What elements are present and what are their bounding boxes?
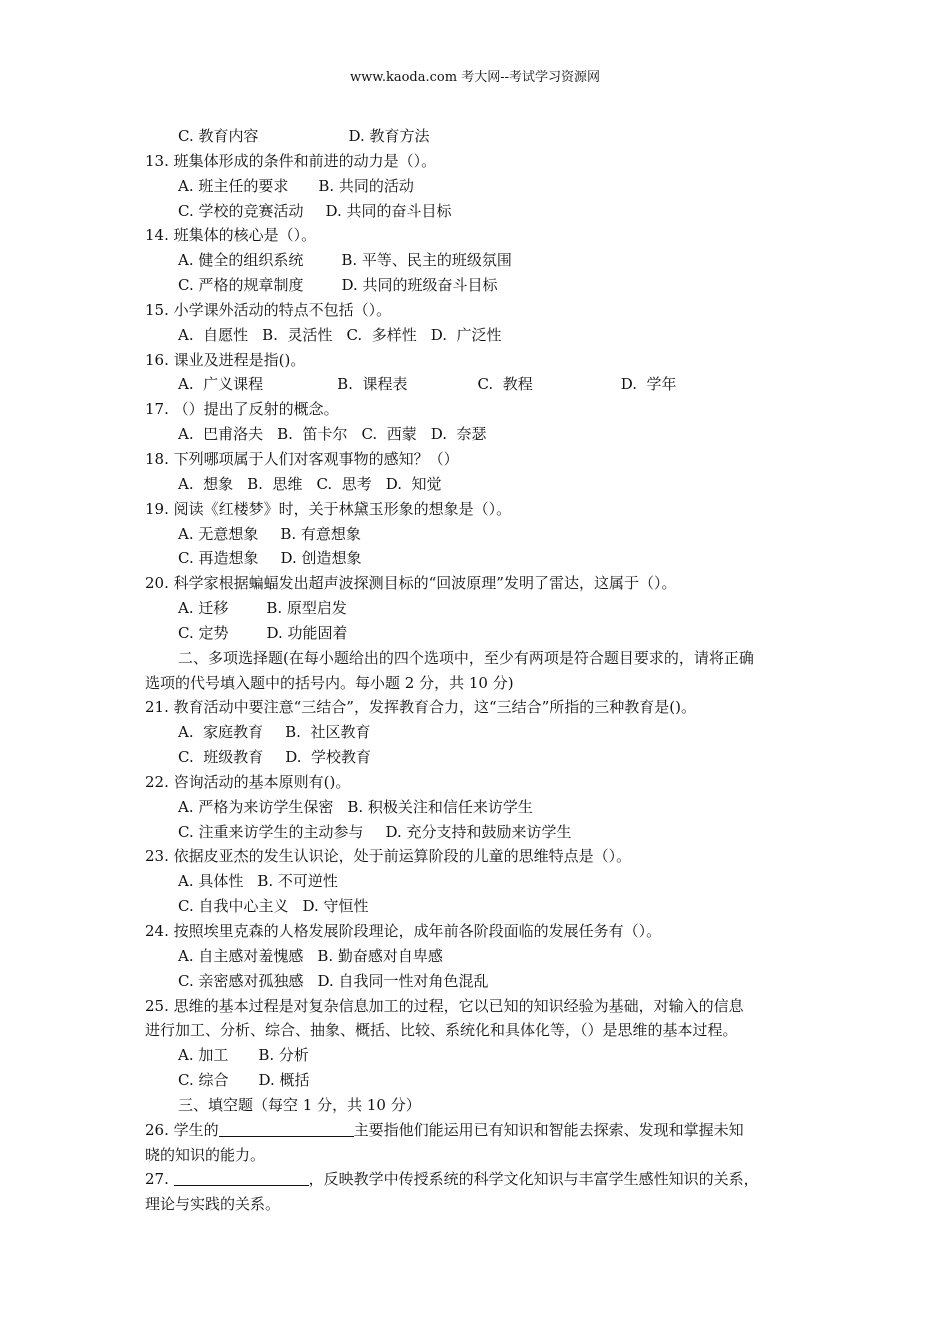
option-text: C. 多样性 <box>346 325 417 344</box>
option-line <box>145 745 815 770</box>
question-text: ，反映教学中传授系统的科学文化知识与丰富学生感性知识的关系， <box>308 1170 759 1189</box>
option-text: B. 笛卡尔 <box>277 425 348 444</box>
option-line <box>145 894 815 919</box>
question-line: 13. 班集体形成的条件和前进的动力是（）。 <box>145 151 437 170</box>
option-text: A. 广义课程 <box>178 375 264 394</box>
section-heading: 二、多项选择题(在每小题给出的四个选项中，至少有两项是符合题目要求的，请将正确 <box>178 648 754 667</box>
page-header: www.kaoda.com 考大网--考试学习资源网 <box>350 70 600 85</box>
question-line: 21. 教育活动中要注意“三结合”，发挥教育合力，这“三结合”所指的三种教育是()。 <box>145 698 697 717</box>
option-text: D. 教育方法 <box>348 127 430 145</box>
option-text: C. 思考 <box>316 474 372 493</box>
question-line: 14. 班集体的核心是（）。 <box>145 226 317 245</box>
option-text: C. 严格的规章制度 <box>178 276 304 295</box>
paragraph-line: 进行加工、分析、综合、抽象、概括、比较、系统化和具体化等，（）是思维的基本过程。 <box>145 1021 738 1040</box>
option-text: D. 共同的班级奋斗目标 <box>341 276 498 295</box>
option-text: A. 想象 <box>178 474 234 493</box>
option-line <box>145 422 815 447</box>
option-line <box>145 795 815 820</box>
option-text: B. 灵活性 <box>262 325 333 344</box>
option-text: A. 无意想象 <box>178 524 259 543</box>
option-text: D. 广泛性 <box>430 325 502 344</box>
option-line <box>145 199 815 224</box>
question-text: 主要指他们能运用已有知识和智能去探索、发现和掌握未知 <box>353 1120 744 1139</box>
option-line <box>145 869 815 894</box>
option-text: D. 概括 <box>258 1071 310 1090</box>
option-text: C. 再造想象 <box>178 549 259 568</box>
option-text: B. 分析 <box>258 1046 309 1065</box>
option-line <box>145 273 815 298</box>
paragraph-line: 理论与实践的关系。 <box>145 1195 281 1214</box>
option-text: A. 巴甫洛夫 <box>178 425 264 444</box>
option-text: B. 有意想象 <box>280 524 361 543</box>
option-line <box>145 720 815 745</box>
option-text: A. 自主感对羞愧感 <box>178 946 304 965</box>
fill-question-line <box>145 1118 815 1143</box>
question-line: 22. 咨询活动的基本原则有()。 <box>145 772 351 791</box>
option-line <box>145 1043 815 1068</box>
option-text: B. 思维 <box>247 474 303 493</box>
option-text: B. 积极关注和信任来访学生 <box>347 797 533 816</box>
option-line <box>145 1068 815 1093</box>
question-line: 16. 课业及进程是指()。 <box>145 350 306 369</box>
option-text: D. 自我同一性对角色混乱 <box>317 971 489 990</box>
option-text: B. 平等、民主的班级氛围 <box>341 251 512 270</box>
option-text: A. 自愿性 <box>178 325 249 344</box>
question-line: 19. 阅读《红楼梦》时，关于林黛玉形象的想象是（）。 <box>145 499 512 518</box>
question-line: 18. 下列哪项属于人们对客观事物的感知？（） <box>145 449 459 468</box>
option-text: C. 自我中心主义 <box>178 897 289 916</box>
option-text: A. 健全的组织系统 <box>178 251 304 270</box>
option-text: A. 严格为来访学生保密 <box>178 797 334 816</box>
option-text: A. 班主任的要求 <box>178 176 289 195</box>
question-line: 20. 科学家根据蝙蝠发出超声波探测目标的“回波原理”发明了雷达，这属于（）。 <box>145 574 677 593</box>
option-text: D. 知觉 <box>385 474 442 493</box>
option-line <box>145 472 815 497</box>
option-line <box>145 969 815 994</box>
option-line <box>145 621 815 646</box>
option-text: D. 充分支持和鼓励来访学生 <box>385 822 572 841</box>
option-text: B. 共同的活动 <box>318 176 414 195</box>
option-text: D. 功能固着 <box>266 623 348 642</box>
paragraph-line: 选项的代号填入题中的括号内。每小题 2 分，共 10 分) <box>145 673 514 692</box>
question-line: 24. 按照埃里克森的人格发展阶段理论，成年前各阶段面临的发展任务有（）。 <box>145 922 662 940</box>
option-text: D. 学校教育 <box>285 748 372 767</box>
option-text: C. 教育内容 <box>178 127 259 145</box>
option-text: B. 课程表 <box>337 375 408 394</box>
option-text: D. 创造想象 <box>280 549 362 568</box>
option-text: B. 原型启发 <box>266 599 347 618</box>
option-text: A. 迁移 <box>178 599 229 618</box>
fill-question-line <box>145 1167 815 1192</box>
option-line <box>145 248 815 273</box>
paragraph-line: 晓的知识的能力。 <box>145 1145 266 1164</box>
answer-blank <box>174 1170 309 1186</box>
option-line <box>145 174 815 199</box>
option-text: D. 学年 <box>620 375 677 394</box>
option-text: D. 奈瑟 <box>430 425 487 444</box>
option-text: A. 加工 <box>178 1046 229 1065</box>
option-text: C. 定势 <box>178 623 229 642</box>
option-text: B. 不可逆性 <box>257 872 338 891</box>
option-line <box>145 596 815 621</box>
option-text: D. 共同的奋斗目标 <box>325 201 452 220</box>
question-line: 25. 思维的基本过程是对复杂信息加工的过程，它以已知的知识经验为基础，对输入的信息 <box>145 996 744 1015</box>
question-line: 15. 小学课外活动的特点不包括（）。 <box>145 300 392 319</box>
option-line <box>145 323 815 348</box>
option-text: C. 班级教育 <box>178 748 264 767</box>
option-text: A. 具体性 <box>178 872 244 891</box>
question-line: 17. （）提出了反射的概念。 <box>145 400 339 419</box>
option-text: D. 守恒性 <box>302 897 369 916</box>
option-line <box>145 124 815 149</box>
option-text: C. 教程 <box>477 375 533 394</box>
question-text: 26. 学生的 <box>145 1120 219 1139</box>
section-heading: 三、填空题（每空 1 分，共 10 分） <box>178 1095 421 1114</box>
option-text: C. 亲密感对孤独感 <box>178 971 304 990</box>
option-line <box>145 372 815 397</box>
question-line: 23. 依据皮亚杰的发生认识论，处于前运算阶段的儿童的思维特点是（）。 <box>145 847 632 866</box>
option-line <box>145 522 815 547</box>
option-line <box>145 820 815 845</box>
option-text: C. 西蒙 <box>361 425 417 444</box>
option-text: C. 注重来访学生的主动参与 <box>178 822 364 841</box>
answer-blank <box>219 1121 354 1137</box>
option-text: C. 综合 <box>178 1071 229 1090</box>
option-text: B. 勤奋感对自卑感 <box>317 946 443 965</box>
exam-content <box>145 124 815 1217</box>
option-text: C. 学校的竞赛活动 <box>178 201 304 220</box>
option-line <box>145 944 815 969</box>
option-line <box>145 546 815 571</box>
option-text: A. 家庭教育 <box>178 723 264 742</box>
question-text: 27. <box>145 1170 174 1189</box>
option-text: B. 社区教育 <box>285 723 371 742</box>
